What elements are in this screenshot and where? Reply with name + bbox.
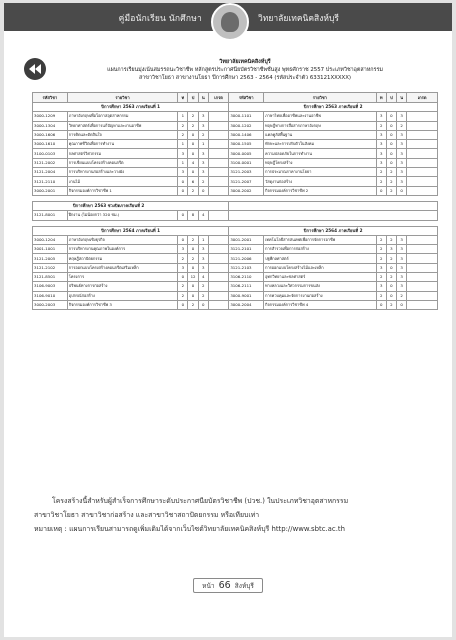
table-cell: 3 (376, 263, 386, 272)
table-cell (208, 263, 228, 272)
table-row (33, 168, 438, 177)
table-cell: 0 (397, 300, 407, 309)
table-cell: 3 (376, 112, 386, 121)
page-number: 66 (218, 580, 231, 591)
table-cell: 0 (386, 158, 396, 167)
table-cell: 3 (198, 254, 208, 263)
table-cell: 2 (386, 168, 396, 177)
year1-body (33, 103, 438, 196)
table-cell (407, 245, 438, 254)
table-cell: 3 (397, 149, 407, 158)
table-cell: 3121-2102 (33, 263, 68, 272)
column-header: รหัสวิชา (229, 93, 264, 103)
table-cell (208, 211, 228, 220)
table-cell: 2 (376, 121, 386, 130)
table-cell: 3 (178, 263, 188, 272)
table-cell: 0 (178, 235, 188, 244)
table-cell (407, 273, 438, 282)
table-cell: 3000-1505 (229, 140, 264, 149)
table-cell: 6 (188, 177, 198, 186)
table-cell: 3 (178, 245, 188, 254)
table-cell: 3121-2101 (229, 245, 264, 254)
table-cell: 0 (188, 282, 198, 291)
table-cell: 12 (188, 273, 198, 282)
doc-subtitle: แผนการเรียนมุ่งเน้นสมรรถนะวิชาชีพ หลักสูตรประกาศนียบัตรวิชาชีพชั้นสูง พุทธศักราช 2557 ประเภทวิชาอุตสาหกรรม (107, 67, 383, 73)
table-cell: 3121-2002 (33, 158, 68, 167)
table-cell: 0 (397, 186, 407, 195)
page-prefix: หน้า (202, 582, 215, 590)
table-cell: 3000-9001 (229, 291, 264, 300)
table-row (33, 254, 438, 263)
table-cell: ฝึกงาน (ไม่น้อยกว่า 320 ชม.) (67, 211, 177, 220)
table-row (33, 263, 438, 272)
table-cell: 2 (376, 254, 386, 263)
table-cell (208, 291, 228, 300)
table-cell (208, 158, 228, 167)
table-cell: 2 (397, 121, 407, 130)
table-cell: 3 (397, 130, 407, 139)
table-cell: 0 (376, 300, 386, 309)
table-cell (407, 282, 438, 291)
table-cell: 0 (188, 130, 198, 139)
table-cell (208, 177, 228, 186)
table-cell: 0 (386, 291, 396, 300)
table-cell: 4 (198, 211, 208, 220)
table-cell: 0 (188, 168, 198, 177)
table-cell: 2 (198, 282, 208, 291)
table-cell: ทักษะและการปรับตัวในสังคม (264, 140, 377, 149)
table-cell: 2 (376, 177, 386, 186)
table-cell: 2 (198, 291, 208, 300)
column-header: ท (376, 93, 386, 103)
table-cell (208, 112, 228, 121)
table-cell: การคิดและตัดสินใจ (67, 130, 177, 139)
table-cell: ภาษาอังกฤษเชิงธุรกิจ (67, 235, 177, 244)
table-cell: 0 (178, 300, 188, 309)
table-cell: 3 (198, 263, 208, 272)
table-cell: 3121-2110 (33, 177, 68, 186)
table-cell (208, 140, 228, 149)
summer-body (33, 201, 438, 220)
table-cell: 3100-0001 (229, 158, 264, 167)
table-cell: ทางหลวงและวิศวกรรมการขนส่ง (264, 282, 377, 291)
semester-title: ปีการศึกษา 2564 ภาคเรียนที่ 1 (33, 226, 229, 235)
table-cell: การควบคุมและจัดการงานก่อสร้าง (264, 291, 377, 300)
table-cell (208, 149, 228, 158)
table-cell (407, 177, 438, 186)
table-cell: การประมาณราคางานโยธา (264, 168, 377, 177)
table-cell: กิจกรรมองค์การวิชาชีพ 1 (67, 186, 177, 195)
table-cell: 2 (386, 235, 396, 244)
table-cell: ปฐพีกลศาสตร์ (264, 254, 377, 263)
table-cell: 3 (198, 121, 208, 130)
table-cell: ทฤษฎีโครงสร้าง (264, 158, 377, 167)
table-cell (407, 130, 438, 139)
table-cell: 3 (198, 112, 208, 121)
empty-cell (229, 211, 438, 220)
semester-header-row (33, 201, 438, 210)
table-cell: 2 (188, 121, 198, 130)
table-cell: 0 (178, 273, 188, 282)
table-cell: 3 (397, 168, 407, 177)
summer-title: ปีการศึกษา 2563 ช่วงปิดภาคเรียนที่ 2 (33, 201, 229, 210)
table-cell (208, 121, 228, 130)
semester-header-row (33, 226, 438, 235)
table-cell: 3000-2004 (229, 300, 264, 309)
table-cell: 0 (178, 211, 188, 220)
table-row (33, 140, 438, 149)
table-cell (208, 273, 228, 282)
table-cell (407, 140, 438, 149)
note-paragraph-line: หมายเหตุ : แผนการเรียนสามารถดูเพิ่มเติมได้จากเว็บไซต์วิทยาลัยเทคนิคสิงห์บุรี http://www.sbtc.ac.th (34, 525, 345, 533)
table-cell: 2 (178, 121, 188, 130)
table-cell: 0 (386, 149, 396, 158)
doc-title: วิทยาลัยเทคนิคสิงห์บุรี (219, 59, 271, 65)
table-cell: กลศาสตร์วิศวกรรม (67, 149, 177, 158)
page-number-box (193, 578, 263, 593)
table-cell: 2 (397, 291, 407, 300)
table-cell: 3121-2006 (229, 254, 264, 263)
table-cell: 2 (188, 300, 198, 309)
table-cell: งานไม้ (67, 177, 177, 186)
table-cell: 0 (386, 121, 396, 130)
table-cell: 2 (376, 245, 386, 254)
table-cell: กิจกรรมองค์การวิชาชีพ 3 (67, 300, 177, 309)
table-cell: 2 (376, 168, 386, 177)
table-cell (407, 300, 438, 309)
table-cell: 1 (178, 158, 188, 167)
table-cell: การออกแบบโครงสร้างไม้และเหล็ก (264, 263, 377, 272)
table-cell: 3 (198, 158, 208, 167)
table-cell: 3 (397, 140, 407, 149)
table-cell: 3001-1001 (33, 245, 68, 254)
table-cell: ทฤษฎีสถาปัตยกรรม (67, 254, 177, 263)
table-cell: 0 (386, 140, 396, 149)
table-cell: 0 (376, 186, 386, 195)
table-cell (407, 254, 438, 263)
table-cell: 1 (198, 235, 208, 244)
semester-header-row (33, 103, 438, 112)
table-cell: 3 (397, 177, 407, 186)
note-paragraph-line: โครงสร้างนี้สำหรับผู้สำเร็จการศึกษาระดับประกาศนียบัตรวิชาชีพ (ปวช.) ในประเภทวิชาอุตสาหกรรม (52, 497, 349, 505)
table-cell: 3001-2001 (229, 235, 264, 244)
table-cell: 2 (178, 282, 188, 291)
table-cell: 0 (188, 140, 198, 149)
document-page (4, 3, 452, 637)
table-cell: 3121-2103 (229, 263, 264, 272)
table-cell: 0 (188, 149, 198, 158)
table-cell (208, 168, 228, 177)
table-cell: โครงการ (67, 273, 177, 282)
table-cell: 3000-2002 (229, 186, 264, 195)
table-cell: 2 (188, 186, 198, 195)
table-cell (208, 186, 228, 195)
table-cell: ปริพนธ์ทางการก่อสร้าง (67, 282, 177, 291)
table-cell: กิจกรรมองค์การวิชาชีพ 4 (264, 300, 377, 309)
table-cell: 3 (178, 168, 188, 177)
table-cell (407, 158, 438, 167)
rewind-icon (28, 62, 42, 76)
table-cell: 3000-1209 (33, 112, 68, 121)
table-cell: 3000-1204 (33, 235, 68, 244)
table-cell: 3 (397, 235, 407, 244)
table-cell: 2 (188, 112, 198, 121)
table-cell: 3 (198, 245, 208, 254)
table-cell: 0 (188, 291, 198, 300)
table-cell: 2 (376, 235, 386, 244)
table-row (33, 112, 438, 121)
table-cell: 0 (178, 186, 188, 195)
table-cell: 3 (397, 112, 407, 121)
page-suffix: สิงห์บุรี (234, 582, 254, 590)
table-cell: 0 (386, 112, 396, 121)
table-cell: 3106-2111 (229, 282, 264, 291)
table-cell: 3 (397, 158, 407, 167)
table-cell: ภาษาไทยเพื่ออาชีพและงานอาชีพ (264, 112, 377, 121)
column-header: ป (188, 93, 198, 103)
table-cell: คุณภาพชีวิตเพื่อการทำงาน (67, 140, 177, 149)
year2-body (33, 226, 438, 310)
table-row (33, 300, 438, 309)
table-row (33, 186, 438, 195)
table-cell: 3 (397, 273, 407, 282)
table-row (33, 177, 438, 186)
table-row (33, 149, 438, 158)
table-cell: อุทกวิทยาและชลศาสตร์ (264, 273, 377, 282)
table-cell: 1 (178, 112, 188, 121)
table-cell: 3000-1610 (33, 140, 68, 149)
table-cell: 2 (178, 291, 188, 300)
table-row (33, 273, 438, 282)
table-row (33, 245, 438, 254)
table-cell: 2 (178, 130, 188, 139)
table-cell: 3000-2003 (33, 300, 68, 309)
table-cell: 3000-1101 (229, 112, 264, 121)
table-cell: 3 (386, 245, 396, 254)
table-cell: 3 (178, 149, 188, 158)
table-header-row (33, 93, 438, 103)
table-cell (208, 130, 228, 139)
column-header: ท (178, 93, 188, 103)
column-header: รหัสวิชา (33, 93, 68, 103)
table-cell: 2 (188, 235, 198, 244)
table-cell: 4 (188, 158, 198, 167)
column-header: น (198, 93, 208, 103)
table-cell: 2 (376, 291, 386, 300)
table-cell: 8 (188, 211, 198, 220)
table-cell: 3121-8501 (33, 273, 68, 282)
table-cell: 3106-9010 (33, 291, 68, 300)
study-plan-table (32, 92, 438, 310)
table-cell: 3000-1304 (33, 121, 68, 130)
table-cell (208, 300, 228, 309)
table-cell: 4 (198, 273, 208, 282)
table-cell: 3106-9003 (33, 282, 68, 291)
table-cell: การสำรวจเพื่อการก่อสร้าง (264, 245, 377, 254)
table-cell: 2 (198, 130, 208, 139)
table-cell (208, 245, 228, 254)
table-cell: การออกแบบโครงสร้างคอนกรีตเสริมเหล็ก (67, 263, 177, 272)
column-header: รายวิชา (264, 93, 377, 103)
table-cell: 3121-2004 (33, 168, 68, 177)
table-cell: 3 (376, 130, 386, 139)
table-cell: 0 (386, 263, 396, 272)
table-cell: 2 (386, 273, 396, 282)
table-cell: 3 (397, 245, 407, 254)
header-right-title: วิทยาลัยเทคนิคสิงห์บุรี (258, 14, 339, 24)
table-cell: 3121-2003 (229, 168, 264, 177)
table-cell: วิทยาศาสตร์เพื่อการแก้ปัญหาและงานอาชีพ (67, 121, 177, 130)
column-header: น (397, 93, 407, 103)
table-cell: 2 (386, 186, 396, 195)
table-cell (208, 235, 228, 244)
table-cell: อุปกรณ์ก่อสร้าง (67, 291, 177, 300)
table-row (33, 121, 438, 130)
semester-title: ปีการศึกษา 2564 ภาคเรียนที่ 2 (229, 226, 438, 235)
table-cell (407, 291, 438, 300)
table-cell: 3 (376, 149, 386, 158)
table-cell: 0 (188, 245, 198, 254)
table-cell: 2 (198, 177, 208, 186)
table-cell (407, 121, 438, 130)
page-footer (4, 578, 452, 593)
table-cell: การบริหารงานคุณภาพในองค์การ (67, 245, 177, 254)
table-cell: 2 (188, 254, 198, 263)
table-cell: 0 (198, 300, 208, 309)
doc-program-line: สาขาวิชาโยธา สาขางานโยธา ปีการศึกษา 2563 - 2564 (รหัสประจำตัว 633121XXXXX) (138, 75, 352, 81)
table-cell: แคลคูลัสพื้นฐาน (264, 130, 377, 139)
table-cell: การบริหารงานก่อสร้างและวางผัง (67, 168, 177, 177)
empty-cell (229, 201, 438, 210)
table-cell: 2 (386, 300, 396, 309)
table-cell (407, 112, 438, 121)
table-cell: 3 (397, 263, 407, 272)
table-row (33, 282, 438, 291)
table-row (33, 211, 438, 220)
table-cell: 2 (386, 254, 396, 263)
table-cell: กิจกรรมองค์การวิชาชีพ 2 (264, 186, 377, 195)
table-cell: 3 (198, 149, 208, 158)
table-cell: เทคโนโลยีสารสนเทศเพื่อการจัดการอาชีพ (264, 235, 377, 244)
table-cell: 3106-2110 (229, 273, 264, 282)
table-cell: 3 (397, 254, 407, 263)
table-cell: 0 (188, 263, 198, 272)
column-header: ป (386, 93, 396, 103)
table-cell: 3000-1202 (229, 121, 264, 130)
table-cell: ภาษาอังกฤษเพื่อโอกาสอุตสาหกรรม (67, 112, 177, 121)
table-row (33, 130, 438, 139)
table-row (33, 291, 438, 300)
column-header: เกรด (208, 93, 228, 103)
table-cell (407, 235, 438, 244)
table-cell: 3121-8001 (33, 211, 68, 220)
table-cell (208, 282, 228, 291)
table-cell (407, 168, 438, 177)
table-row (33, 235, 438, 244)
table-cell: การเขียนแบบโครงสร้างคอนกรีต (67, 158, 177, 167)
table-cell: 3121-2007 (229, 177, 264, 186)
table-cell: 1 (198, 140, 208, 149)
college-logo (211, 3, 249, 41)
table-cell: 0 (386, 282, 396, 291)
table-cell: 0 (386, 130, 396, 139)
table-cell (407, 263, 438, 272)
table-row (33, 158, 438, 167)
table-cell (407, 149, 438, 158)
table-cell: 3121-2005 (33, 254, 68, 263)
table-cell: 2 (178, 254, 188, 263)
table-cell: 3000-1406 (229, 130, 264, 139)
table-cell: วัสดุงานก่อสร้าง (264, 177, 377, 186)
back-button[interactable] (24, 58, 46, 80)
table-cell: 3000-1606 (33, 130, 68, 139)
table-cell: 2 (376, 273, 386, 282)
table-cell: 3 (376, 158, 386, 167)
table-cell (407, 186, 438, 195)
header-left-title: คู่มือนักเรียน นักศึกษา (118, 14, 202, 24)
table-cell: 1 (178, 140, 188, 149)
table-cell: 3000-0005 (229, 149, 264, 158)
column-header: เกรด (407, 93, 438, 103)
table-cell: ทฤษฎีทางการสื่อสารภาษาอังกฤษ (264, 121, 377, 130)
column-header: รายวิชา (67, 93, 177, 103)
table-cell: 3 (376, 140, 386, 149)
note-paragraph-line: สาขาวิชาโยธา สาขาวิชาก่อสร้าง และสาขาวิชาสถาปัตยกรรม หรือเทียบเท่า (34, 511, 260, 519)
semester-title: ปีการศึกษา 2563 ภาคเรียนที่ 2 (229, 103, 438, 112)
table-cell (208, 254, 228, 263)
table-cell: 3 (397, 282, 407, 291)
table-cell: 0 (178, 177, 188, 186)
semester-title: ปีการศึกษา 2563 ภาคเรียนที่ 1 (33, 103, 229, 112)
table-cell: 3 (376, 282, 386, 291)
table-cell: 2 (386, 177, 396, 186)
table-cell: 3000-2001 (33, 186, 68, 195)
table-cell: 3100-0103 (33, 149, 68, 158)
table-cell: ความปลอดภัยในการทำงาน (264, 149, 377, 158)
table-cell: 0 (198, 186, 208, 195)
table-cell: 3 (198, 168, 208, 177)
